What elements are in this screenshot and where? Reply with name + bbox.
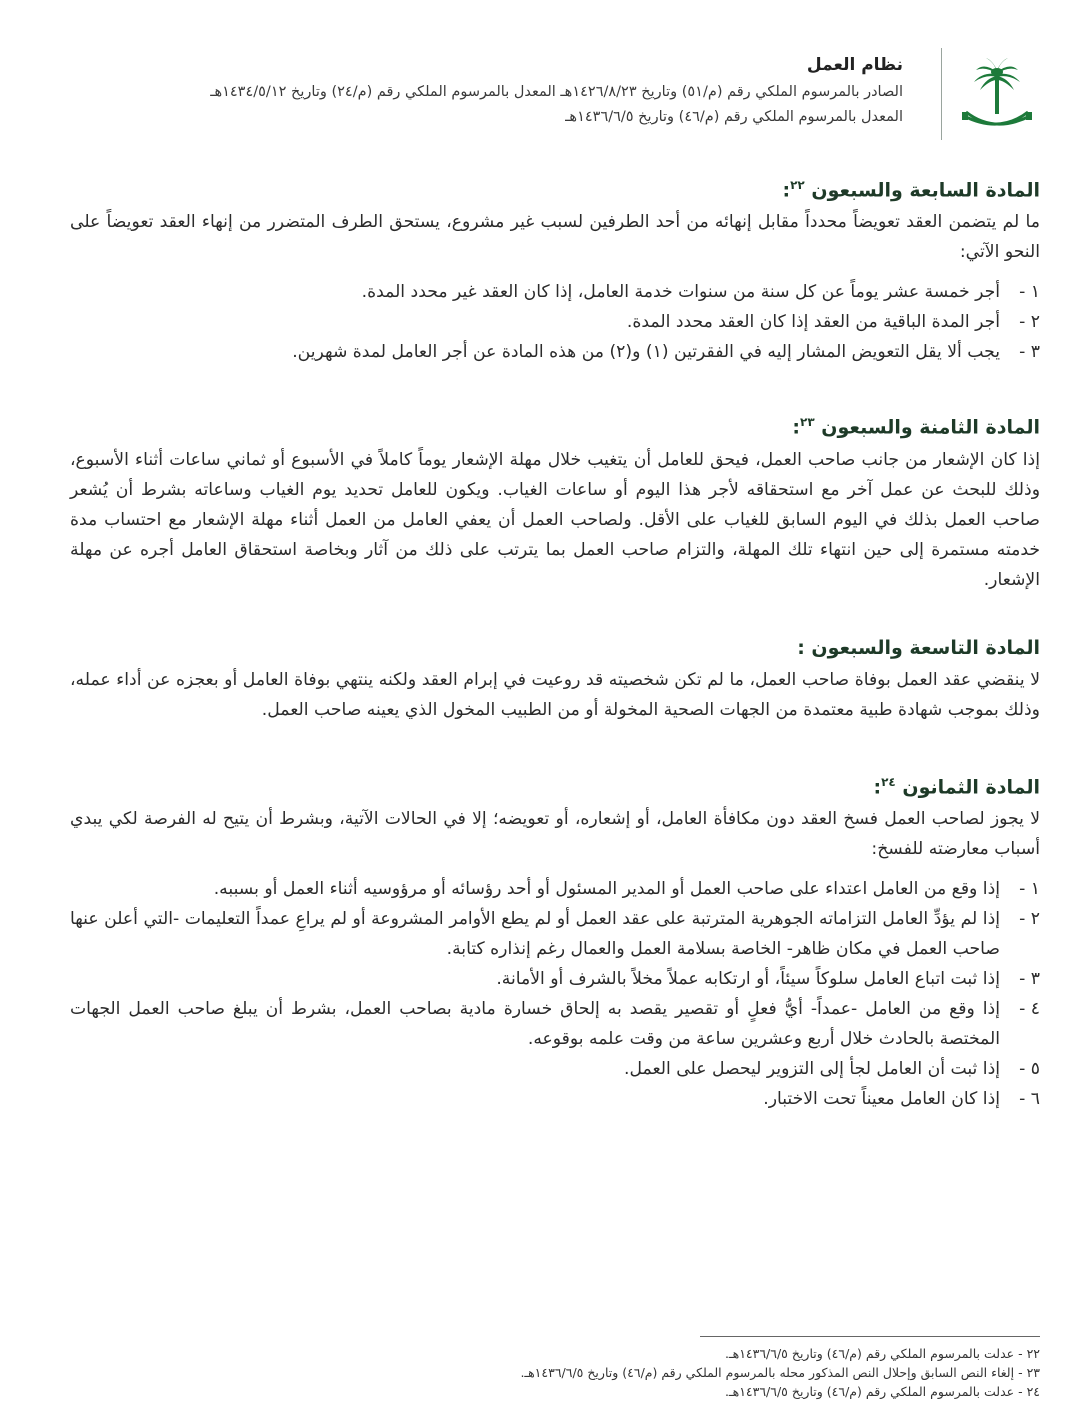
item-number: ٦ -	[1019, 1088, 1040, 1109]
list-item	[70, 874, 1040, 904]
item-text: إذا وقع من العامل اعتداء على صاحب العمل أو المدير المسئول أو أحد رؤسائه أو مرؤوسيه أثناء العمل أو بسببه.	[213, 878, 1000, 899]
item-number: ١ -	[1019, 878, 1040, 899]
item-text: إذا ثبت اتباع العامل سلوكاً سيئاً، أو ارتكابه عملاً مخلاً بالشرف أو الأمانة.	[496, 968, 1000, 989]
item-text: إذا وقع من العامل -عمداً- أيُّ فعلٍ أو تقصير يقصد به إلحاق خسارة مادية بصاحب العمل، بشرط أن يبلغ صاحب العمل الجهات المختصة بالحادث خلال أربع وعشرين ساعة من وقت علمه بوقوعه.	[70, 998, 1000, 1049]
heading-colon: :	[873, 775, 882, 798]
item-number: ١ -	[1019, 282, 1040, 303]
footnote	[200, 1382, 1040, 1401]
footnote	[200, 1363, 1040, 1382]
footnote-ref: ٢٣	[800, 415, 815, 430]
footnotes	[200, 1344, 1040, 1401]
footnote	[200, 1344, 1040, 1363]
article-paragraph: إذا كان الإشعار من جانب صاحب العمل، فيحق للعامل أن يتغيب خلال مهلة الإشعار يوماً كاملاً في الأسبوع أو ثماني ساعات أثناء الأسبوع، وذلك للبحث عن عمل آخر مع استحقاقه لأجر هذا اليوم أو ساعات الغياب. ويكون للعامل تحديد يوم الغياب وساعاته بشرط أن يُشعر صاحب العمل بذلك في اليوم السابق للغياب على الأقل. ولصاحب العمل أن يعفي العامل من العمل أثناء مهلة الإشعار مع احتساب مدة خدمته مستمرة إلى حين انتهاء تلك المهلة، والتزام صاحب العمل بما يترتب على ذلك من آثار وبخاصة استحقاق العامل أجره عن مهلة الإشعار.	[70, 449, 1040, 590]
item-number: ٢ -	[1019, 908, 1040, 929]
article-79	[70, 631, 1040, 725]
item-text: أجر المدة الباقية من العقد إذا كان العقد محدد المدة.	[626, 312, 1000, 333]
document-title: نظام العمل	[806, 55, 903, 75]
item-number: ٢ -	[1019, 312, 1040, 333]
article-items	[70, 874, 1040, 1114]
item-text: إذا ثبت أن العامل لجأ إلى التزوير ليحصل على العمل.	[624, 1058, 1000, 1079]
footnote-text: عدلت بالمرسوم الملكي رقم (م/٤٦) وتاريخ ١٤٣٦/٦/٥هـ.	[724, 1384, 1015, 1399]
document-body	[70, 168, 1040, 1114]
article-items	[70, 277, 1040, 367]
list-item	[70, 1084, 1040, 1114]
list-item	[70, 337, 1040, 367]
footnote-number: ٢٤ -	[1018, 1384, 1040, 1399]
item-number: ٥ -	[1019, 1058, 1040, 1079]
footnote-number: ٢٣ -	[1018, 1365, 1040, 1380]
article-title-text: المادة السابعة والسبعون	[811, 179, 1040, 202]
item-text: أجر خمسة عشر يوماً عن كل سنة من سنوات خدمة العامل، إذا كان العقد غير محدد المدة.	[361, 282, 1000, 303]
saudi-emblem-palm-swords-icon	[954, 52, 1040, 138]
header-divider	[941, 48, 942, 140]
footnote-text: إلغاء النص السابق وإحلال النص المذكور محله بالمرسوم الملكي رقم (م/٤٦) وتاريخ ١٤٣٦/٦/٥هـ.	[520, 1365, 1015, 1380]
footnote-number: ٢٢ -	[1018, 1346, 1040, 1361]
list-item	[70, 307, 1040, 337]
list-item	[70, 1054, 1040, 1084]
footnote-text: عدلت بالمرسوم الملكي رقم (م/٤٦) وتاريخ ١٤٣٦/٦/٥هـ.	[724, 1346, 1015, 1361]
header-text-block	[60, 50, 903, 130]
list-item	[70, 904, 1040, 964]
article-paragraph: لا ينقضي عقد العمل بوفاة صاحب العمل، ما لم تكن شخصيته قد روعيت في إبرام العقد ولكنه ينتهي بوفاة العامل أو بعجزه عن أداء عمله، وذلك بموجب شهادة طبية معتمدة من الجهات الصحية المخولة أو من الطبيب المخول الذي يعينه صاحب العمل.	[70, 669, 1040, 720]
item-text: إذا كان العامل معيناً تحت الاختبار.	[763, 1088, 1000, 1109]
heading-colon: :	[782, 179, 791, 202]
list-item	[70, 964, 1040, 994]
heading-colon: :	[797, 636, 812, 659]
footnote-ref: ٢٢	[790, 178, 805, 192]
item-number: ٣ -	[1019, 342, 1040, 363]
article-77	[70, 168, 1040, 367]
decree-line-2: المعدل بالمرسوم الملكي رقم (م/٤٦) وتاريخ ١٤٣٦/٦/٥هـ	[565, 109, 903, 125]
decree-line-1: الصادر بالمرسوم الملكي رقم (م/٥١) وتاريخ ١٤٢٦/٨/٢٣هـ المعدل بالمرسوم الملكي رقم (م/٢٤) وتاريخ ١٤٣٤/٥/١٢هـ	[210, 84, 903, 100]
item-number: ٣ -	[1019, 968, 1040, 989]
article-paragraph: ما لم يتضمن العقد تعويضاً محدداً مقابل إنهائه من أحد الطرفين لسبب غير مشروع، يستحق الطرف المتضرر من إنهاء العقد تعويضاً على النحو الآتي:	[70, 212, 1040, 263]
article-paragraph: لا يجوز لصاحب العمل فسخ العقد دون مكافأة العامل، أو إشعاره، أو تعويضه؛ إلا في الحالات الآتية، وبشرط أن يتيح له الفرصة لكي يبدي أسباب معارضته للفسخ:	[70, 808, 1040, 859]
article-title-text: المادة الثمانون	[902, 775, 1040, 798]
footnote-ref: ٢٤	[881, 774, 896, 789]
article-78	[70, 405, 1040, 594]
article-80	[70, 765, 1040, 1114]
item-text: إذا لم يؤدِّ العامل التزاماته الجوهرية المترتبة على عقد العمل أو لم يطع الأوامر المشروعة أو لم يراعِ عمداً التعليمات -التي أعلن عنها صاحب العمل في مكان ظاهر- الخاصة بسلامة العمل والعمال رغم إنذاره كتابة.	[70, 908, 1000, 959]
article-title-text: المادة الثامنة والسبعون	[821, 416, 1040, 439]
article-heading	[70, 765, 1040, 804]
article-heading	[70, 631, 1040, 665]
footnote-divider	[700, 1336, 1040, 1337]
item-text: يجب ألا يقل التعويض المشار إليه في الفقرتين (١) و(٢) من هذه المادة عن أجر العامل لمدة شهرين.	[292, 342, 1000, 363]
article-heading	[70, 168, 1040, 207]
document-header	[60, 48, 1040, 138]
list-item	[70, 277, 1040, 307]
heading-colon: :	[792, 416, 801, 439]
article-title-text: المادة التاسعة والسبعون	[811, 636, 1040, 659]
list-item	[70, 994, 1040, 1054]
article-heading	[70, 405, 1040, 444]
item-number: ٤ -	[1019, 998, 1040, 1019]
